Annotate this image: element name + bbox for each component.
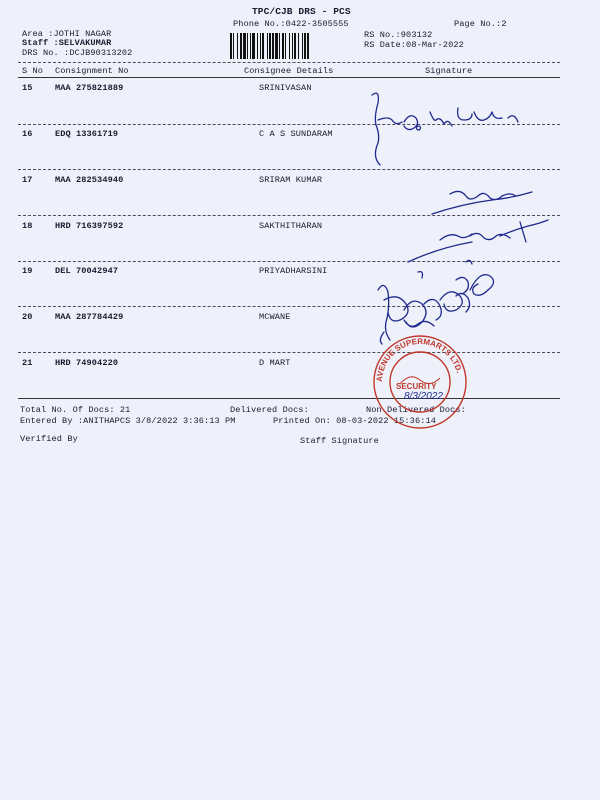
printed-on: Printed On: 08-03-2022 15:36:14: [273, 416, 436, 426]
row-consignment-no: EDQ 13361719: [55, 129, 119, 139]
row-divider: [18, 352, 560, 353]
row-sno: 16: [22, 129, 33, 139]
total-docs: Total No. Of Docs: 21: [20, 405, 131, 415]
header-rule-bottom: [18, 77, 560, 78]
table-bottom-rule: [18, 398, 560, 399]
staff-label: Staff :SELVAKUMAR: [22, 38, 112, 48]
row-divider: [18, 261, 560, 262]
row-divider: [18, 124, 560, 125]
header-rule-top: [18, 62, 560, 63]
delivered-docs: Delivered Docs:: [230, 405, 309, 415]
row-divider: [18, 215, 560, 216]
signature-row-17: [432, 191, 532, 214]
row-consignment-no: MAA 287784429: [55, 312, 124, 322]
row-consignee: MCWANE: [259, 312, 291, 322]
rs-date: RS Date:08-Mar-2022: [364, 40, 464, 50]
area-label: Area :JOTHI NAGAR: [22, 29, 112, 39]
rs-number: RS No.:903132: [364, 30, 433, 40]
signature-row-20: [378, 285, 470, 344]
row-sno: 21: [22, 358, 33, 368]
stamp-date-handwritten: 8/3/2022: [404, 391, 443, 402]
row-divider: [18, 306, 560, 307]
row-sno: 15: [22, 83, 33, 93]
row-consignee: C A S SUNDARAM: [259, 129, 333, 139]
row-consignment-no: HRD 74904220: [55, 358, 119, 368]
col-consignment: Consignment No: [55, 66, 129, 76]
row-divider: [18, 169, 560, 170]
row-consignment-no: MAA 282534940: [55, 175, 124, 185]
col-consignee: Consignee Details: [244, 66, 334, 76]
row-consignee: SRIRAM KUMAR: [259, 175, 323, 185]
barcode-bar: [309, 33, 310, 59]
row-consignee: SAKTHITHARAN: [259, 221, 323, 231]
row-consignee: SRINIVASAN: [259, 83, 312, 93]
barcode: [230, 33, 358, 59]
col-sno: S No: [22, 66, 44, 76]
signature-row-18: [408, 220, 548, 262]
document-title: TPC/CJB DRS - PCS: [252, 6, 351, 17]
non-delivered-docs: Non Delivered Docs:: [366, 405, 466, 415]
col-signature: Signature: [425, 66, 473, 76]
signature-row-15: [372, 93, 518, 165]
row-consignee: PRIYADHARSINI: [259, 266, 328, 276]
phone-number: Phone No.:0422-3505555: [233, 19, 349, 29]
row-consignment-no: MAA 275821889: [55, 83, 124, 93]
signature-row-19: [418, 260, 494, 295]
stamp-ring-label: AVENUE SUPERMARTS LTD.: [374, 336, 464, 383]
page-number: Page No.:2: [454, 19, 507, 29]
row-sno: 17: [22, 175, 33, 185]
row-sno: 20: [22, 312, 33, 322]
row-consignee: D MART: [259, 358, 291, 368]
drs-number: DRS No. :DCJB90313202: [22, 48, 133, 58]
stamp-center-text: SECURITY: [396, 382, 437, 391]
staff-signature-label: Staff Signature: [300, 436, 379, 446]
svg-text:AVENUE SUPERMARTS LTD.: [375, 337, 464, 382]
row-sno: 18: [22, 221, 33, 231]
entered-by: Entered By :ANITHAPCS 3/8/2022 3:36:13 PM: [20, 416, 236, 426]
row-sno: 19: [22, 266, 33, 276]
row-consignment-no: DEL 70042947: [55, 266, 119, 276]
verified-by: Verified By: [20, 434, 78, 444]
row-consignment-no: HRD 716397592: [55, 221, 124, 231]
